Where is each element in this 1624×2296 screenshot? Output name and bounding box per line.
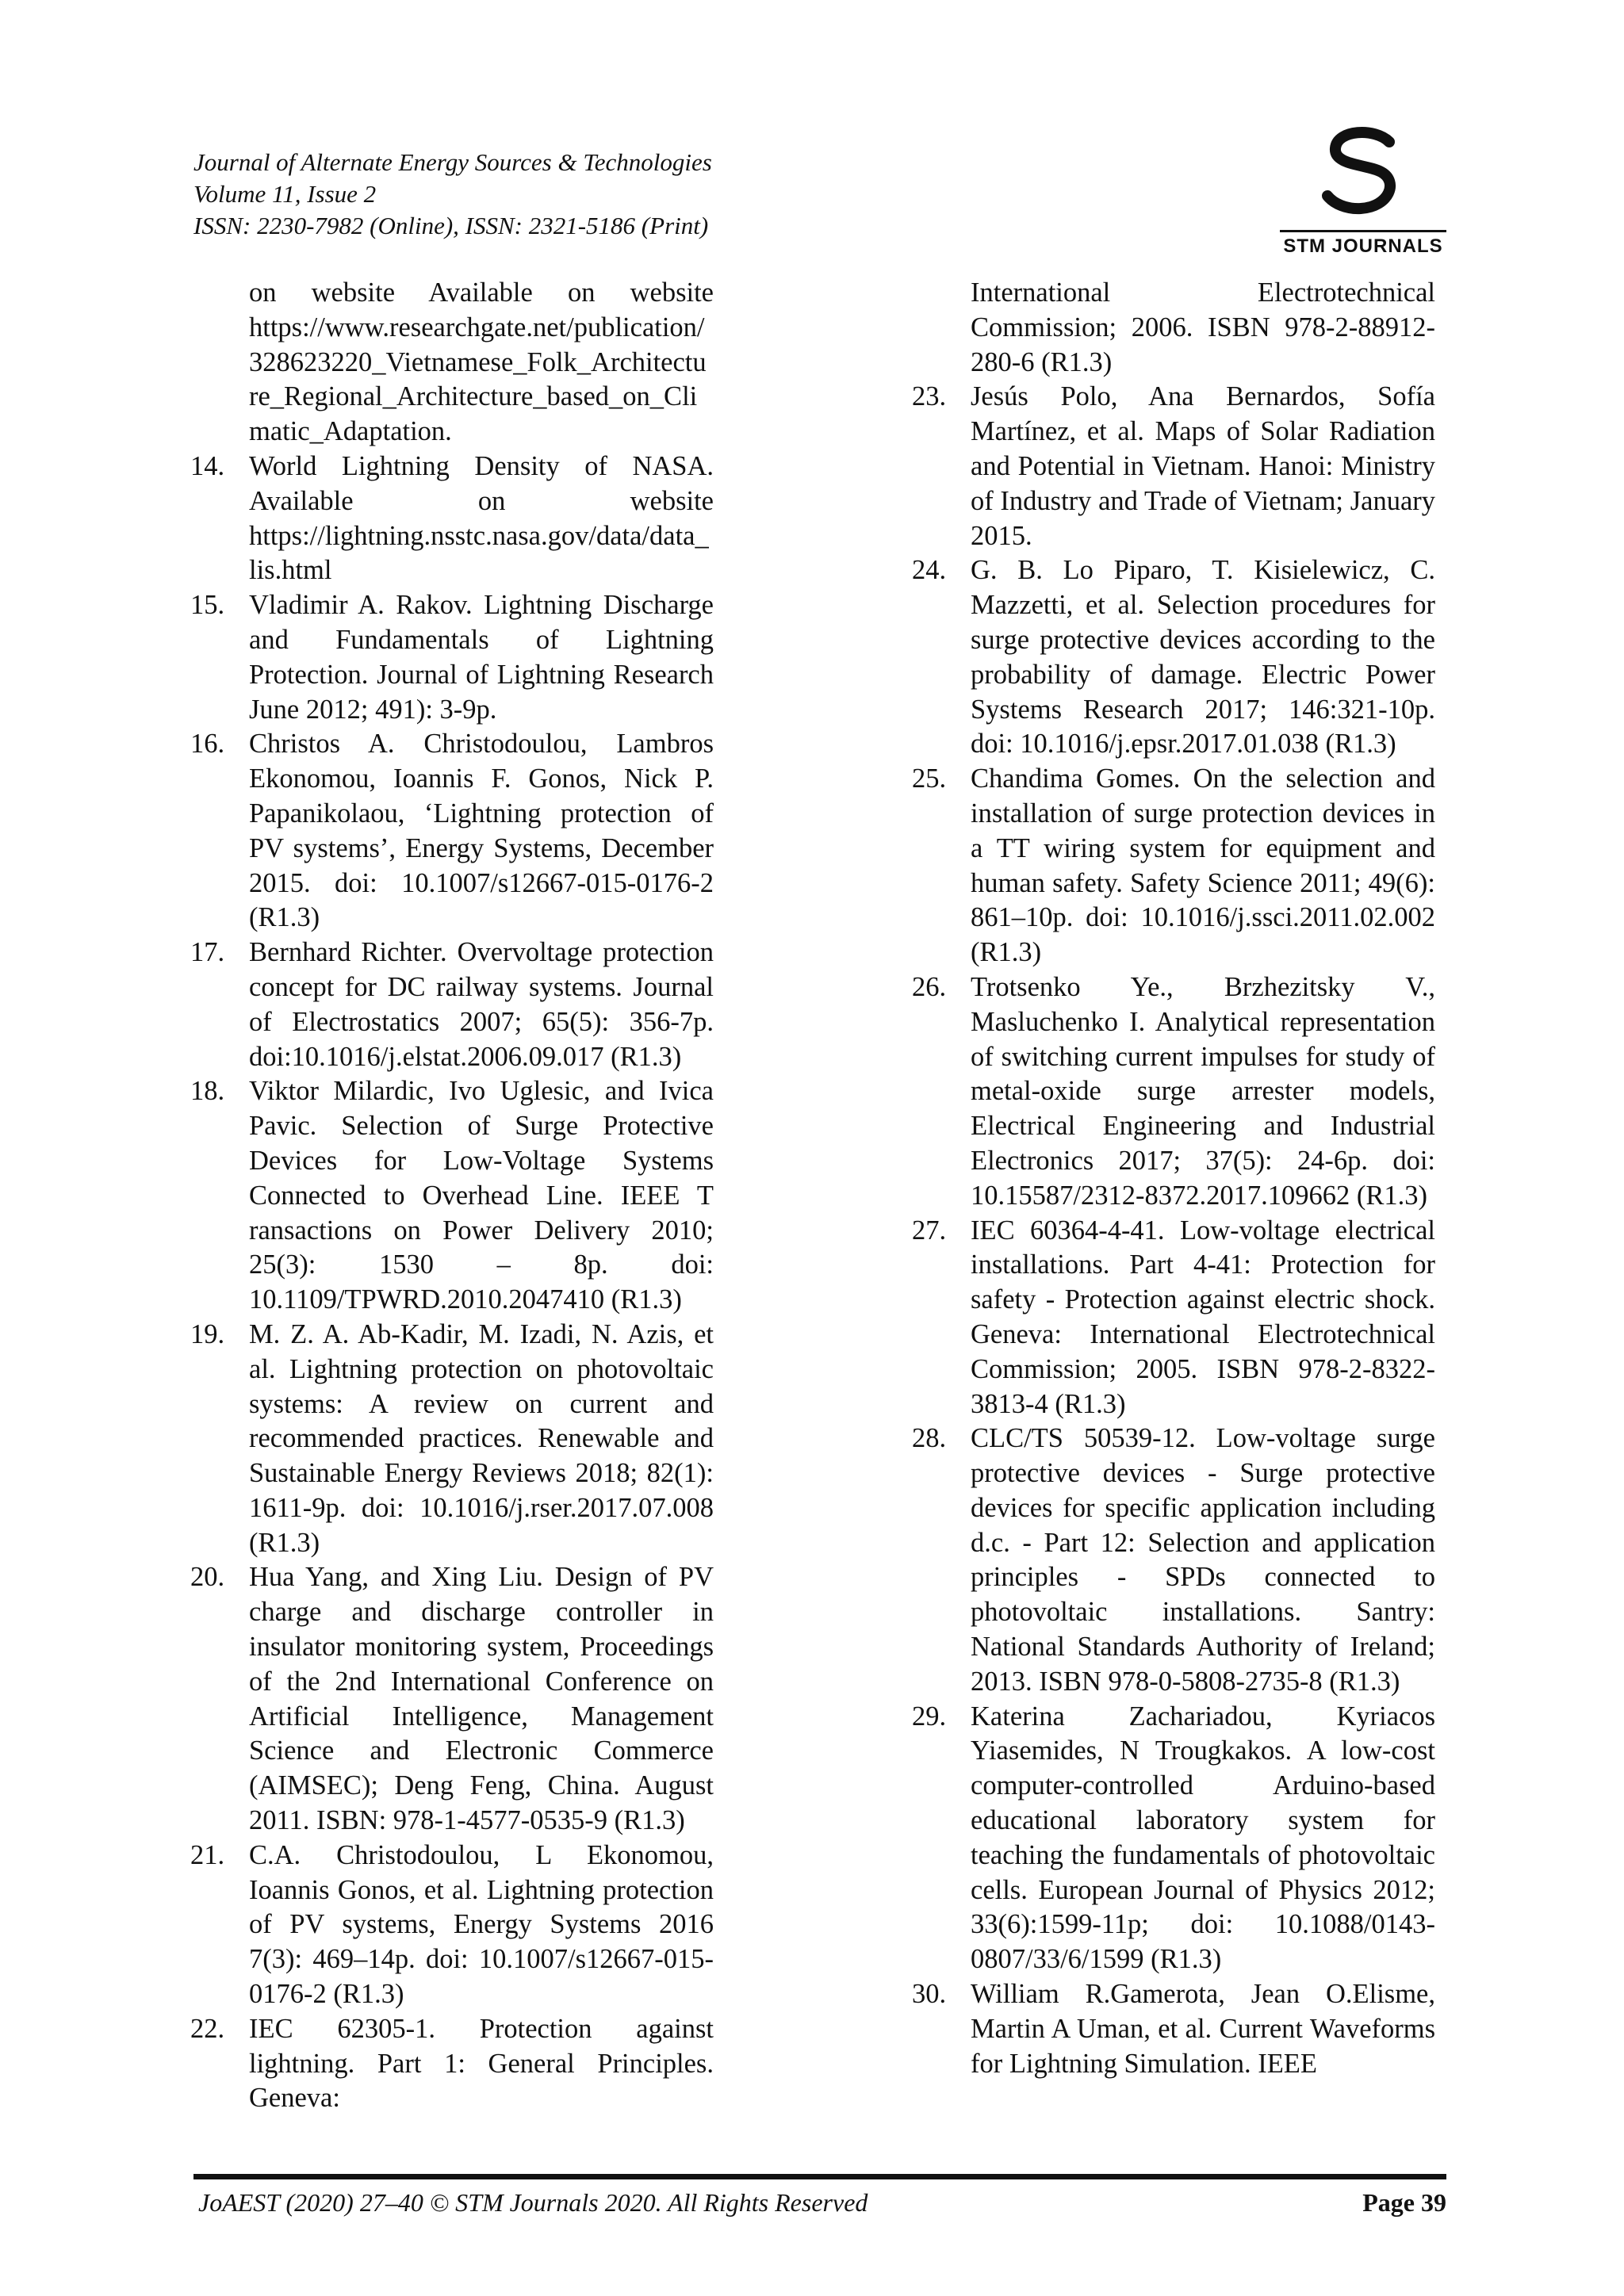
reference-item [912, 970, 1435, 1214]
reference-text: Chandima Gomes. On the selection and installation of surge protection devices in a TT wiring system for equipment and human safety. Safety Science 2011; 49(6): 861–10p. doi: 10.1016/j.ssci.2011.02.002 (R1.3) [971, 763, 1435, 968]
reference-number: 28. [912, 1423, 947, 1454]
reference-item [190, 1560, 714, 1838]
reference-number: 14. [190, 450, 225, 481]
reference-number: 21. [190, 1839, 225, 1870]
right-column [912, 276, 1435, 2081]
reference-number: 25. [912, 763, 947, 794]
footer-rule [193, 2174, 1446, 2179]
reference-item [190, 1318, 714, 1561]
reference-item [912, 553, 1435, 762]
reference-number: 22. [190, 2013, 225, 2044]
reference-number: 23. [912, 381, 947, 412]
reference-number: 15. [190, 590, 225, 621]
journal-volume: Volume 11, Issue 2 [193, 180, 377, 208]
reference-item [190, 1074, 714, 1318]
reference-item [912, 1700, 1435, 1977]
reference-number: 20. [190, 1562, 225, 1593]
reference-item [912, 1422, 1435, 1699]
reference-text: M. Z. A. Ab-Kadir, M. Izadi, N. Azis, et al. Lightning protection on photovoltaic systems: A review on current and recommended practices. Renewable and Sustainable Energy Reviews 2018; 82(1): 1611-9p. doi: 10.1016/j.rser.2017.07.008 (R1.3) [249, 1318, 714, 1558]
reference-text: Bernhard Richter. Overvoltage protection concept for DC railway systems. Journal of Electrostatics 2007; 65(5): 356-7p. doi:10.1016/j.elstat.2006.09.017 (R1.3) [249, 937, 714, 1072]
reference-item [190, 727, 714, 936]
reference-text: Katerina Zachariadou, Kyriacos Yiasemides, N Trougkakos. A low-cost computer-controlled Arduino-based educational laboratory system for teaching the fundamentals of photovoltaic cells. European Journal of Physics 2012; 33(6):1599-11p; doi: 10.1088/0143-0807/33/6/1599 (R1.3) [971, 1701, 1435, 1975]
reference-text: CLC/TS 50539-12. Low-voltage surge protective devices - Surge protective devices for specific application including d.c. - Part 12: Selection and application principles - SPDs connected to photovoltaic installations. Santry: National Standards Authority of Ireland; 2013. ISBN 978-0-5808-2735-8 (R1.3) [971, 1423, 1435, 1697]
reference-item [912, 762, 1435, 970]
reference-text: C.A. Christodoulou, L Ekonomou, Ioannis Gonos, et al. Lightning protection of PV systems, Energy Systems 2016 7(3): 469–14p. doi: 10.1007/s12667-015-0176-2 (R1.3) [249, 1839, 714, 2010]
reference-text: G. B. Lo Piparo, T. Kisielewicz, C. Mazzetti, et al. Selection procedures for surge protective devices according to the probability of damage. Electric Power Systems Research 2017; 146:321-10p. doi: 10.1016/j.epsr.2017.01.038 (R1.3) [971, 555, 1435, 760]
reference-number: 27. [912, 1215, 947, 1246]
reference-text: Viktor Milardic, Ivo Uglesic, and Ivica Pavic. Selection of Surge Protective Devices for Low-Voltage Systems Connected to Overhead Line. IEEE T ransactions on Power Delivery 2010; 25(3): 1530 – 8p. doi: 10.1109/TPWRD.2010.2047410 (R1.3) [249, 1076, 714, 1315]
reference-item [190, 936, 714, 1074]
footer-copyright: JoAEST (2020) 27–40 © STM Journals 2020. All Rights Reserved [198, 2188, 868, 2217]
reference-continuation [915, 276, 1435, 380]
reference-number: 18. [190, 1076, 225, 1107]
logo-text: STM JOURNALS [1280, 230, 1446, 258]
left-column [190, 276, 714, 2116]
reference-number: 24. [912, 555, 947, 586]
reference-text: Jesús Polo, Ana Bernardos, Sofía Martínez, et al. Maps of Solar Radiation and Potential in Vietnam. Hanoi: Ministry of Industry and Trade of Vietnam; January 2015. [971, 381, 1435, 551]
reference-number: 19. [190, 1318, 225, 1349]
reference-item [190, 1839, 714, 2012]
reference-number: 16. [190, 729, 225, 760]
stm-s-logo-icon [1320, 124, 1407, 220]
reference-text: IEC 60364-4-41. Low-voltage electrical installations. Part 4-41: Protection for safety - Protection against electric shock. Geneva: International Electrotechnical Commission; 2005. ISBN 978-2-8322-3813-4 (R1.3) [971, 1215, 1435, 1419]
reference-number: 30. [912, 1979, 947, 2010]
reference-text: Hua Yang, and Xing Liu. Design of PV charge and discharge controller in insulator monitoring system, Proceedings of the 2nd International Conference on Artificial Intelligence, Management Science and Electronic Commerce (AIMSEC); Deng Feng, China. August 2011. ISBN: 978-1-4577-0535-9 (R1.3) [249, 1562, 714, 1836]
journal-issn: ISSN: 2230-7982 (Online), ISSN: 2321-5186 (Print) [193, 212, 709, 239]
reference-continuation [193, 276, 714, 450]
stm-journals-logo [1280, 124, 1446, 258]
reference-text: IEC 62305-1. Protection against lightning. Part 1: General Principles. Geneva: [249, 2013, 714, 2114]
reference-text: Vladimir A. Rakov. Lightning Discharge and Fundamentals of Lightning Protection. Journal of Lightning Research June 2012; 491): 3-9p. [249, 590, 714, 725]
reference-text: International Electrotechnical Commission; 2006. ISBN 978-2-88912-280-6 (R1.3) [971, 277, 1435, 377]
reference-number: 17. [190, 937, 225, 968]
journal-title: Journal of Alternate Energy Sources & Technologies [193, 148, 712, 176]
reference-item [912, 1214, 1435, 1422]
reference-item [912, 1977, 1435, 2081]
reference-text: William R.Gamerota, Jean O.Elisme, Martin A Uman, et al. Current Waveforms for Lightning Simulation. IEEE [971, 1979, 1435, 2079]
page-header [193, 147, 1446, 258]
reference-number: 29. [912, 1701, 947, 1732]
reference-number: 26. [912, 971, 947, 1002]
journal-info [193, 147, 712, 242]
reference-item [190, 450, 714, 588]
reference-text: Trotsenko Ye., Brzhezitsky V., Masluchenko I. Analytical representation of switching current impulses for study of metal-oxide surge arrester models, Electrical Engineering and Industrial Electronics 2017; 37(5): 24-6p. doi: 10.15587/2312-8372.2017.109662 (R1.3) [971, 971, 1435, 1211]
reference-item [190, 2012, 714, 2116]
reference-text: World Lightning Density of NASA. Available on website https://lightning.nsstc.nasa.gov/data/data_lis.html [249, 450, 714, 586]
reference-text: Christos A. Christodoulou, Lambros Ekonomou, Ioannis F. Gonos, Nick P. Papanikolaou, ‘Lightning protection of PV systems’, Energy Systems, December 2015. doi: 10.1007/s12667-015-0176-2 (R1.3) [249, 729, 714, 933]
page-number: Page 39 [1362, 2188, 1446, 2217]
reference-item [190, 588, 714, 727]
reference-item [912, 380, 1435, 553]
reference-text: on website Available on website https://www.researchgate.net/publication/328623220_Vietnamese_Folk_Architecture_Regional_Architecture_based_on_Climatic_Adaptation. [249, 277, 714, 447]
